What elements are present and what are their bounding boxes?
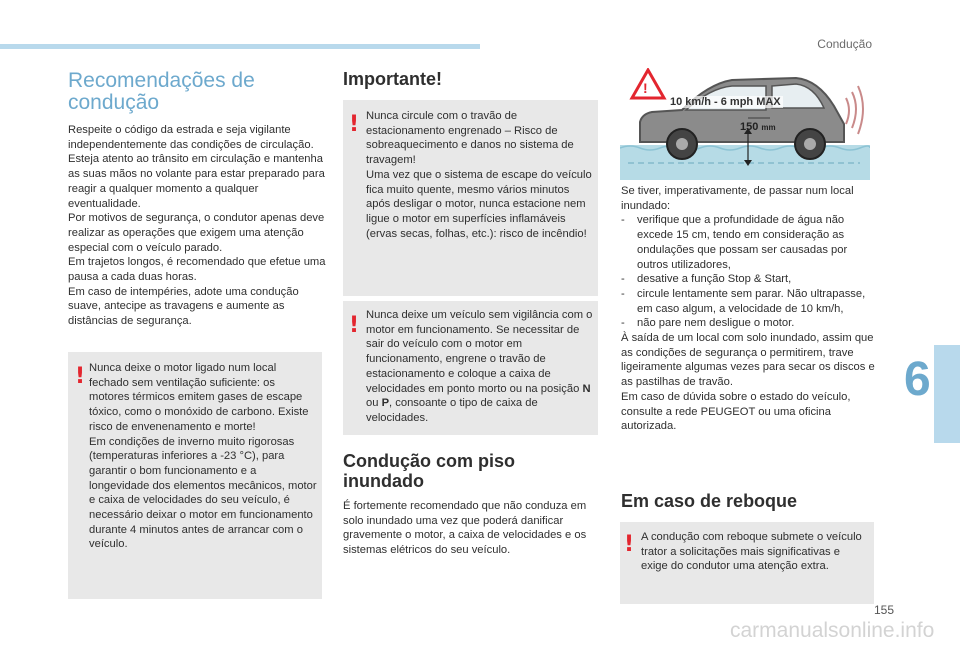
chapter-number: 6 bbox=[904, 353, 931, 406]
list-dash: - bbox=[621, 287, 625, 300]
towing-warning-text: A condução com reboque submete o veículo trator a solicitações mais significativas e exige do condutor uma atenção extra. bbox=[641, 531, 862, 573]
unattended-vehicle-warning-text bbox=[366, 308, 594, 426]
flooded-road-paragraph: É fortemente recomendado que não conduza em solo inundado uma vez que poderá danificar gravemente o motor, a caixa de velocidades e os sistemas elétricos do seu veículo. bbox=[343, 500, 587, 557]
warning-text-part: , consoante o tipo de caixa de velocidades. bbox=[366, 397, 538, 424]
gear-p-label: P bbox=[381, 397, 390, 410]
parking-brake-warning-box bbox=[343, 100, 598, 296]
list-item-text: verifique que a profundidade de água não excede 15 cm, tendo em consideração as ondulações que possam ser causadas por outros utilizadores, bbox=[637, 214, 848, 271]
engine-warning-box bbox=[68, 352, 322, 599]
speed-limit-label: 10 km/h - 6 mph MAX bbox=[670, 96, 781, 108]
section-title: Condução bbox=[817, 37, 872, 51]
water-depth-label bbox=[740, 121, 776, 133]
gear-n-label: N bbox=[582, 382, 591, 395]
warning-exclamation-icon: ! bbox=[349, 313, 360, 338]
heading-towing: Em caso de reboque bbox=[621, 491, 798, 511]
unattended-vehicle-warning-box bbox=[343, 301, 598, 435]
heading-important: Importante! bbox=[343, 69, 442, 89]
driving-advice-paragraph: Respeite o código da estrada e seja vigilante independentemente das condições de circulação. Esteja atento ao trânsito em circulação e mantenha as suas mãos no volante para estar preparado para reagir a qualquer momento a qualquer eventualidade. Por motivos de segurança, o condutor apenas deve realizar as operações que exigem uma atenção especial com o veículo parado. Em trajetos longos, é recomendado que efetue uma pausa a cada duas horas. Em caso de intempéries, adote uma condução suave, antecipe as travagens e aumente as distâncias de segurança. bbox=[68, 124, 326, 328]
header-accent-bar bbox=[0, 44, 480, 49]
page-number: 155 bbox=[874, 603, 895, 617]
list-item bbox=[621, 213, 879, 272]
heading-driving-recommendations: Recomendações de condução bbox=[68, 69, 255, 114]
flooded-checklist bbox=[621, 213, 879, 331]
warning-exclamation-icon: ! bbox=[624, 532, 635, 557]
list-item bbox=[621, 287, 879, 316]
list-item-text: circule lentamente sem parar. Não ultrapasse, em caso algum, a velocidade de 10 km/h, bbox=[637, 287, 866, 315]
list-item bbox=[621, 272, 879, 287]
warning-text-part: Nunca deixe um veículo sem vigilância com o motor em funcionamento. Se necessitar de sair do veículo com o motor em funcionamento, engrene o travão de estacionamento e coloque a caixa de velocidades em ponto morto ou na posição bbox=[366, 309, 593, 395]
parking-brake-warning-text: Nunca circule com o travão de estacionamento engrenado – Risco de sobreaquecimento e danos no sistema de travagem! Uma vez que o sistema de escape do veículo fica muito quente, mesmo vários minutos após desligar o motor, nunca estacione nem ligue o motor em superfícies inflamáveis (ervas secas, folhas, etc.): risco de incêndio! bbox=[366, 110, 592, 240]
list-dash: - bbox=[621, 273, 625, 286]
list-item bbox=[621, 316, 879, 331]
after-flood-paragraph: À saída de um local com solo inundado, assim que as condições de segurança o permitirem, trave ligeiramente algumas vezes para secar os discos e as pastilhas de travão. Em caso de dúvida sobre o estado do veículo, consulte a rede PEUGEOT ou uma oficina autorizada. bbox=[621, 332, 875, 433]
chapter-tab bbox=[934, 345, 960, 443]
heading-flooded-road: Condução com piso inundado bbox=[343, 451, 516, 491]
warning-exclamation-icon: ! bbox=[349, 112, 360, 137]
list-dash: - bbox=[621, 214, 625, 227]
warning-text-part: ou bbox=[366, 397, 382, 410]
depth-value: 150 bbox=[740, 121, 759, 133]
engine-warning-text: Nunca deixe o motor ligado num local fechado sem ventilação suficiente: os motores térmicos emitem gases de escape tóxico, como o monóxido de carbono. Existe risco de envenenamento e morte! Em condições de inverno muito rigorosas (temperaturas inferiores a -23 °C), para garantir o bom funcionamento e a longevidade dos elementos mecânicos, motor e caixa de velocidades do seu veículo, é necessário deixar o motor em funcionamento durante 4 minutos antes de arrancar com o veículo. bbox=[89, 362, 317, 551]
list-item-text: não pare nem desligue o motor. bbox=[637, 317, 795, 330]
warning-exclamation-icon: ! bbox=[75, 364, 86, 389]
triangle-warning-icon: ! bbox=[643, 80, 648, 96]
flooded-road-instructions bbox=[621, 184, 879, 434]
watermark: carmanualsonline.info bbox=[730, 619, 935, 642]
list-dash: - bbox=[621, 317, 625, 330]
list-item-text: desative a função Stop & Start, bbox=[637, 273, 792, 286]
flooded-intro: Se tiver, imperativamente, de passar num local inundado: bbox=[621, 185, 854, 212]
depth-unit: mm bbox=[761, 123, 776, 132]
towing-warning-box bbox=[620, 522, 874, 604]
